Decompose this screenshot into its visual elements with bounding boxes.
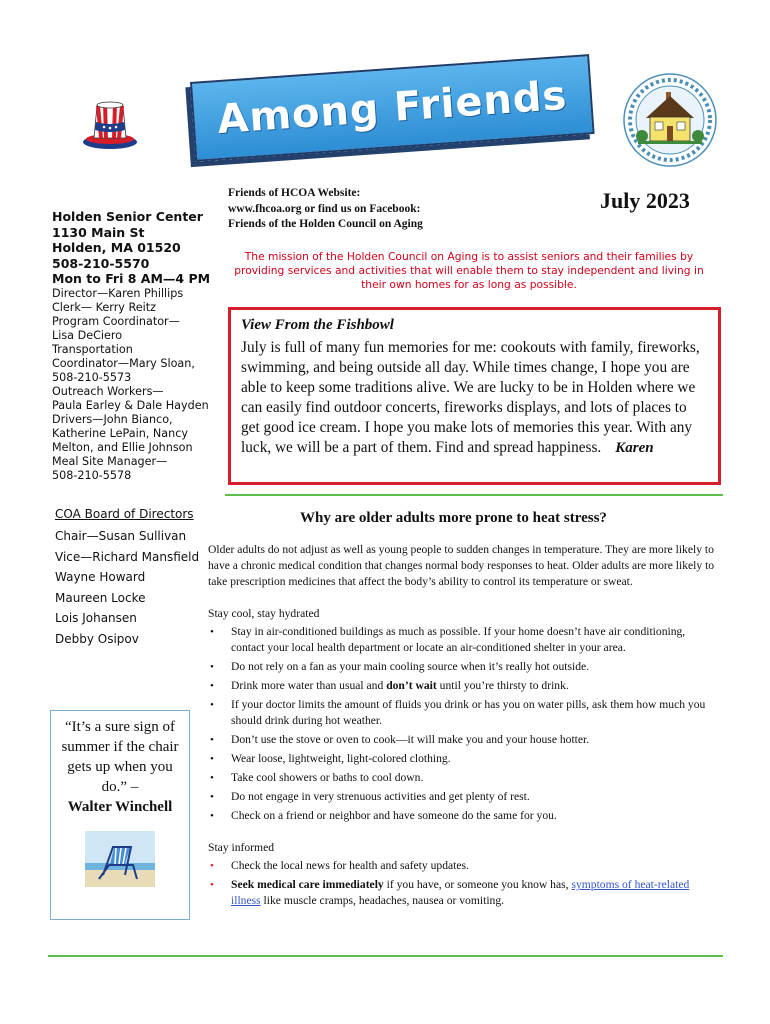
quote-text: “It’s a sure sign of summer if the chair gets up when you do.” – (61, 719, 179, 795)
mission-statement: The mission of the Holden Council on Aging is to assist seniors and their families by providing services and activities that will enable them to stay independent and living in their own homes for as long as possible. (234, 250, 704, 291)
list-item: • Stay in air-conditioned buildings as much as possible. If your home doesn’t have air conditioning, contact your local health department or locate an air-conditioned shelter in your area. (208, 624, 716, 656)
staff-line: Outreach Workers— (52, 384, 164, 398)
website-line: Friends of the Holden Council on Aging (228, 218, 423, 230)
board-member: Debby Osipov (55, 631, 139, 646)
list-item: • Wear loose, lightweight, light-colored clothing. (208, 751, 716, 767)
issue-date: July 2023 (600, 188, 690, 213)
divider (48, 955, 723, 957)
list-item: • If your doctor limits the amount of fluids you drink or has you on water pills, ask them how much you should drink during hot weather. (208, 697, 716, 729)
center-hours: Mon to Fri 8 AM—4 PM (52, 271, 211, 286)
staff-line: Meal Site Manager— (52, 454, 168, 468)
divider (225, 494, 723, 496)
quote-author: Walter Winchell (67, 799, 173, 815)
website-link[interactable]: www.fhcoa.org or find us on Facebook: (228, 202, 421, 215)
newsletter-title: Among Friends (215, 72, 569, 144)
fishbowl-signature: Karen (615, 440, 654, 456)
masthead-banner (190, 54, 595, 162)
heat-section-title: Why are older adults more prone to heat stress? (300, 510, 607, 526)
list-item: • Check the local news for health and safety updates. (208, 858, 716, 874)
list-item: • Check on a friend or neighbor and have someone do the same for you. (208, 808, 716, 824)
fishbowl-title: View From the Fishbowl (241, 317, 394, 333)
board-of-directors (55, 505, 220, 649)
staff-line: Katherine LePain, Nancy (52, 426, 189, 440)
board-title: COA Board of Directors (55, 507, 194, 521)
city-address: Holden, MA 01520 (52, 240, 181, 255)
list-item: • Take cool showers or baths to cool down. (208, 770, 716, 786)
friends-seal-logo (622, 72, 718, 168)
board-member: Lois Johansen (55, 611, 137, 625)
staff-line: Melton, and Ellie Johnson (52, 440, 193, 454)
contact-block (52, 209, 222, 483)
stay-informed-heading: Stay informed (208, 841, 275, 854)
street-address: 1130 Main St (52, 224, 145, 240)
staff-line: Program Coordinator— (52, 314, 180, 328)
board-member: Maureen Locke (55, 590, 146, 605)
staff-line: 508-210-5573 (52, 370, 132, 384)
board-member: Chair—Susan Sullivan (55, 529, 187, 543)
staff-line: Coordinator—Mary Sloan, (52, 356, 195, 370)
staff-line: Drivers—John Bianco, (52, 412, 173, 426)
list-item: • Do not rely on a fan as your main cooling source when it’s really hot outside. (208, 659, 716, 675)
staff-line: Director—Karen Phillips (52, 286, 184, 300)
board-member: Wayne Howard (55, 570, 146, 584)
staff-line: 508-210-5578 (52, 468, 132, 482)
center-name: Holden Senior Center (52, 209, 203, 224)
fishbowl-box (228, 307, 721, 485)
emphasis: don’t wait (386, 679, 437, 692)
emphasis: Seek medical care immediately (231, 878, 384, 891)
list-item: • Seek medical care immediately if you have, or someone you know has, symptoms of heat-related illness like muscle cramps, headaches, nausea or vomiting. (208, 877, 716, 909)
list-item: • Don’t use the stove or oven to cook—it will make you and your house hotter. (208, 732, 716, 748)
staff-line: Clerk— Kerry Reitz (52, 300, 156, 314)
uncle-sam-hat-icon (80, 92, 140, 150)
stay-cool-heading: Stay cool, stay hydrated (208, 607, 320, 620)
quote-box (50, 710, 190, 920)
stay-informed-list (208, 858, 716, 909)
staff-line: Paula Earley & Dale Hayden (52, 398, 209, 412)
heat-section (208, 542, 716, 925)
list-item: • Drink more water than usual and don’t wait until you’re thirsty to drink. (208, 678, 716, 694)
website-line: Friends of HCOA Website: (228, 187, 361, 199)
staff-line: Transportation (52, 342, 133, 356)
list-item: • Do not engage in very strenuous activities and get plenty of rest. (208, 789, 716, 805)
beach-chair-image (85, 831, 155, 887)
center-phone: 508-210-5570 (52, 255, 150, 271)
heat-intro: Older adults do not adjust as well as young people to sudden changes in temperature. They are more likely to have a chronic medical condition that changes normal body responses to heat. Older adults are more likely to take prescription medicines that affect the body’s ability to control its temperature or sweat. (208, 543, 715, 588)
website-info (228, 186, 528, 233)
fishbowl-body: July is full of many fun memories for me: cookouts with family, fireworks, swimming, and being outside all day. While times change, I hope you are able to keep some traditions alive. We are lucky to be in Holden where we can easily find outdoor concerts, fireworks displays, and lots of places to get good ice cream. I hope you make lots of memories this year. With any luck, we will be a part of them. Find and spread happiness. (241, 339, 700, 456)
stay-cool-list (208, 624, 716, 824)
board-member: Vice—Richard Mansfield (55, 549, 200, 564)
staff-line: Lisa DeCiero (52, 328, 123, 342)
heat-illness-link[interactable]: symptoms of heat-related illness (231, 878, 690, 907)
